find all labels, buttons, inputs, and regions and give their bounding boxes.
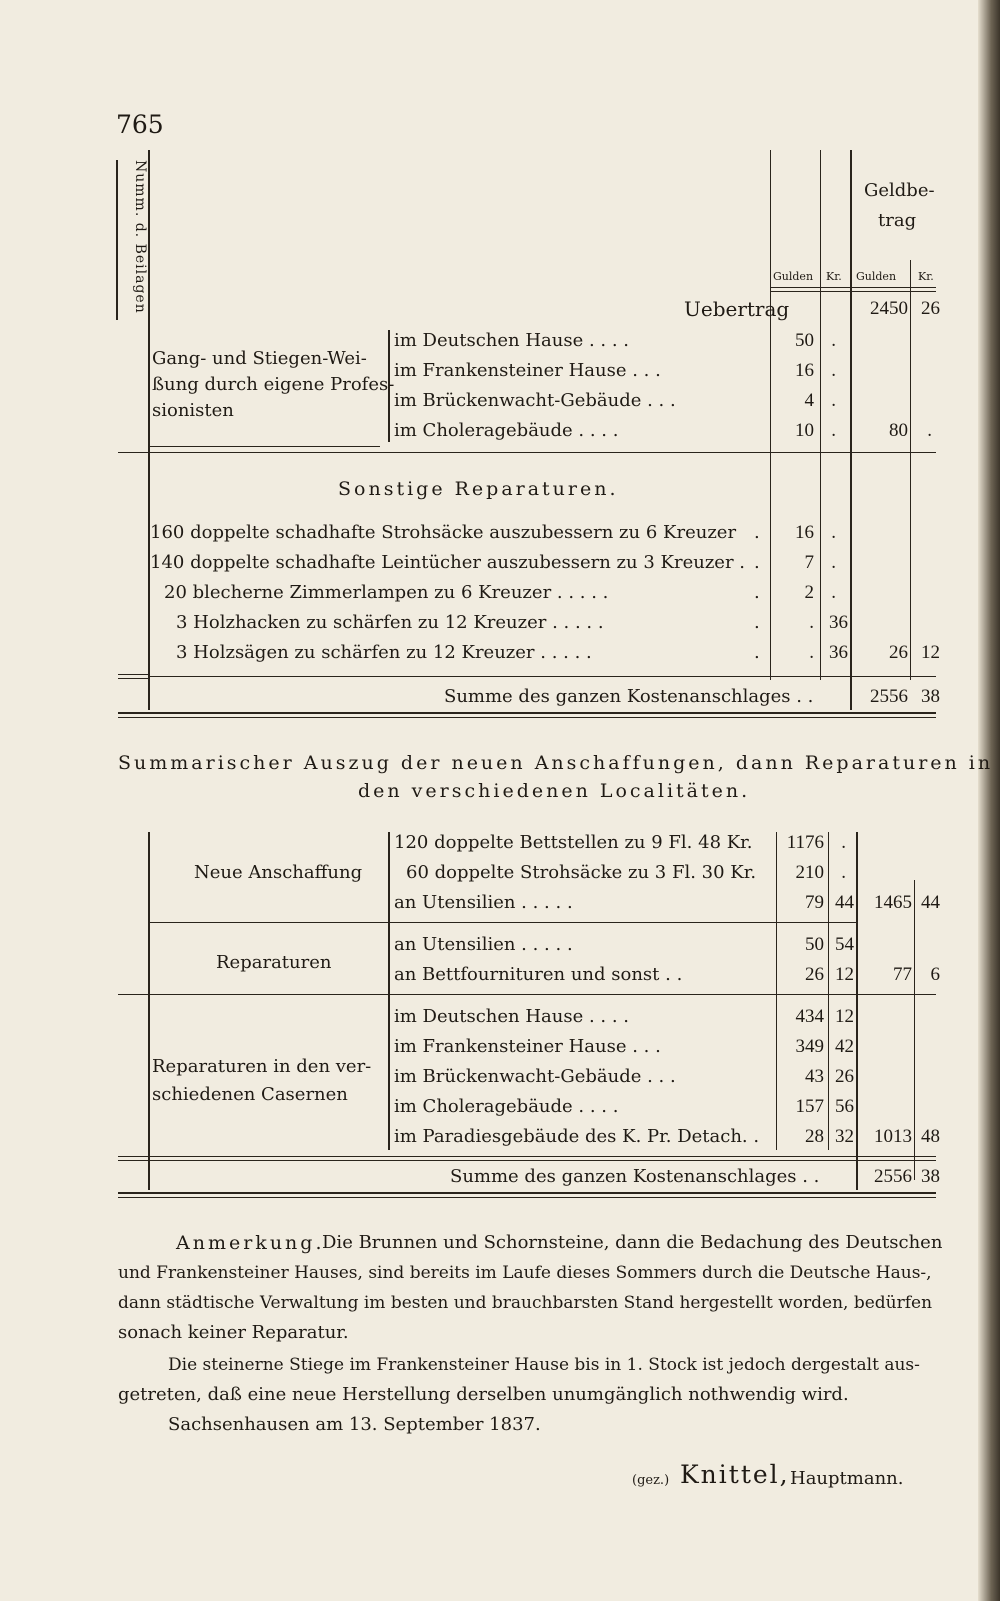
row-rule — [150, 446, 380, 447]
section-title: Sonstige Reparaturen. — [338, 478, 619, 500]
row-rule — [150, 994, 936, 995]
new-row-label: an Utensilien . . . . . — [394, 892, 573, 913]
rep-row-kr: 54 — [835, 934, 854, 955]
group1-row-gulden: 4 — [804, 390, 814, 411]
group1-row-label: im Choleragebäude . . . . — [394, 420, 619, 441]
repair-row-gulden: . — [809, 612, 814, 633]
note-line: getreten, daß eine neue Herstellung derselben unumgänglich nothwendig wird. — [118, 1384, 849, 1405]
rep-row-gulden: 26 — [805, 964, 824, 985]
repair-row-label: 160 doppelte schadhafte Strohsäcke auszubessern zu 6 Kreuzer — [150, 522, 737, 543]
row-rule — [150, 676, 936, 677]
header-geldbetrag: trag — [878, 210, 917, 231]
repair-row-dot: . — [754, 642, 760, 663]
cas-row-kr: 26 — [835, 1066, 854, 1087]
cas-row-gulden: 157 — [795, 1096, 824, 1117]
group1-row-label: im Brückenwacht-Gebäude . . . — [394, 390, 676, 411]
table1-bottom-rule — [118, 717, 936, 718]
row-rule — [150, 922, 856, 923]
table1-left-border — [148, 150, 150, 710]
repair-row-label: 140 doppelte schadhafte Leintücher auszubessern zu 3 Kreuzer . — [150, 552, 746, 573]
uebertrag-kr: 26 — [921, 298, 940, 319]
note-line: Die Brunnen und Schornsteine, dann die Bedachung des Deutschen — [322, 1232, 943, 1253]
side-label: Numm. d. Beilagen — [116, 160, 148, 320]
cas-row-kr: 12 — [835, 1006, 854, 1027]
cas-row-kr: 56 — [835, 1096, 854, 1117]
repair-row-dot: . — [754, 522, 760, 543]
sum-label: Summe des ganzen Kostenanschlages . . — [450, 1166, 820, 1187]
header-rule — [770, 291, 936, 292]
sum-kr: 38 — [921, 686, 940, 707]
new-row-label: 120 doppelte Bettstellen zu 9 Fl. 48 Kr. — [394, 832, 753, 853]
new-row-label: 60 doppelte Strohsäcke zu 3 Fl. 30 Kr. — [406, 862, 757, 883]
repair-row-gulden: 7 — [804, 552, 814, 573]
repair-row-kr: . — [831, 552, 836, 573]
row-rule — [118, 674, 150, 675]
group1-row-kr: . — [831, 330, 836, 351]
col-line — [820, 150, 821, 680]
new-row-kr: . — [841, 862, 846, 883]
new-row-gulden: 1176 — [786, 832, 824, 853]
repair-row-kr: . — [831, 582, 836, 603]
new-row-kr: 44 — [835, 892, 854, 913]
new-row-kr: . — [841, 832, 846, 853]
rep-row-kr: 12 — [835, 964, 854, 985]
place-date: Sachsenhausen am 13. September 1837. — [168, 1414, 541, 1435]
note-line: sonach keiner Reparatur. — [118, 1322, 349, 1343]
cas-row-label: im Choleragebäude . . . . — [394, 1096, 619, 1117]
cas-row-label: im Brückenwacht-Gebäude . . . — [394, 1066, 676, 1087]
casernen-label: schiedenen Casernen — [152, 1084, 348, 1105]
note-line: dann städtische Verwaltung im besten und brauchbarsten Stand hergestellt worden, bedürfen — [118, 1293, 933, 1313]
signature-prefix: (gez.) — [632, 1473, 670, 1488]
cas-row-gulden: 349 — [795, 1036, 824, 1057]
repair-row-label: 20 blecherne Zimmerlampen zu 6 Kreuzer . . . . . — [164, 582, 609, 603]
row-rule — [118, 1156, 150, 1157]
casernen-label: Reparaturen in den ver- — [152, 1056, 372, 1077]
repair-row-kr: 36 — [829, 642, 848, 663]
col-line — [910, 260, 911, 680]
repairs-label: Reparaturen — [216, 952, 332, 973]
rep-total-kr: 6 — [930, 964, 940, 985]
repairs-total-kr: 12 — [921, 642, 940, 663]
new-total-kr: 44 — [921, 892, 940, 913]
col-header-gulden: Gulden — [856, 270, 897, 283]
group1-row-kr: . — [831, 390, 836, 411]
repairs-total-gulden: 26 — [889, 642, 908, 663]
note-line: und Frankensteiner Hauses, sind bereits im Laufe dieses Sommers durch die Deutsche Haus-, — [118, 1263, 932, 1283]
col-line — [828, 832, 829, 1150]
row-rule — [118, 994, 150, 995]
row-rule — [150, 1156, 936, 1157]
group1-total-kr: . — [927, 420, 932, 441]
header-rule — [770, 287, 936, 288]
cas-row-label: im Deutschen Hause . . . . — [394, 1006, 630, 1027]
new-row-gulden: 210 — [795, 862, 824, 883]
group1-row-label: im Frankensteiner Hause . . . — [394, 360, 661, 381]
new-acquisition-label: Neue Anschaffung — [194, 862, 363, 883]
rep-total-gulden: 77 — [893, 964, 912, 985]
cas-row-kr: 42 — [835, 1036, 854, 1057]
table2-left-border — [148, 832, 150, 1190]
repair-row-kr: . — [831, 522, 836, 543]
repair-row-label: 3 Holzsägen zu schärfen zu 12 Kreuzer . . . . . — [176, 642, 592, 663]
row-rule — [118, 678, 150, 679]
table2-bottom-rule — [118, 1197, 936, 1198]
rep-row-label: an Utensilien . . . . . — [394, 934, 573, 955]
note-line: Die steinerne Stiege im Frankensteiner Hause bis in 1. Stock ist jedoch dergestalt aus- — [168, 1355, 920, 1375]
table1-bottom-rule — [118, 712, 936, 714]
group1-label: Gang- und Stiegen-Wei- — [152, 348, 367, 369]
repair-row-gulden: . — [809, 642, 814, 663]
page-edge — [978, 0, 1000, 1601]
group1-row-gulden: 10 — [795, 420, 814, 441]
uebertrag-label: Uebertrag — [684, 297, 790, 321]
group1-label: sionisten — [152, 400, 234, 421]
new-row-gulden: 79 — [805, 892, 824, 913]
repair-row-dot: . — [754, 552, 760, 573]
signature-name: Knittel, — [680, 1460, 790, 1489]
group1-row-gulden: 50 — [795, 330, 814, 351]
cas-row-gulden: 43 — [805, 1066, 824, 1087]
cas-total-kr: 48 — [921, 1126, 940, 1147]
cas-row-kr: 32 — [835, 1126, 854, 1147]
table2-bottom-rule — [118, 1192, 936, 1194]
uebertrag-gulden: 2450 — [870, 298, 908, 319]
group1-total-gulden: 80 — [889, 420, 908, 441]
new-total-gulden: 1465 — [874, 892, 912, 913]
group1-row-kr: . — [831, 360, 836, 381]
col-header-gulden: Gulden — [773, 270, 814, 283]
group1-row-kr: . — [831, 420, 836, 441]
summary-title: Summarischer Auszug der neuen Anschaffungen, dann Reparaturen in — [118, 752, 994, 774]
repair-row-dot: . — [754, 582, 760, 603]
repair-row-kr: 36 — [829, 612, 848, 633]
sum-gulden: 2556 — [870, 686, 908, 707]
signature-title: Hauptmann. — [790, 1468, 904, 1489]
cas-row-label: im Frankensteiner Hause . . . — [394, 1036, 661, 1057]
note-heading: Anmerkung. — [176, 1232, 325, 1254]
sum-kr: 38 — [921, 1166, 940, 1187]
summary-title: den verschiedenen Localitäten. — [358, 780, 751, 802]
group1-row-label: im Deutschen Hause . . . . — [394, 330, 630, 351]
row-rule — [118, 452, 150, 453]
sum-gulden: 2556 — [874, 1166, 912, 1187]
group1-label: ßung durch eigene Profes- — [152, 374, 395, 395]
col-header-kr: Kr. — [918, 270, 934, 283]
repair-row-gulden: 2 — [804, 582, 814, 603]
header-geldbetrag: Geldbe- — [864, 180, 935, 201]
cas-row-gulden: 434 — [795, 1006, 824, 1027]
repair-row-dot: . — [754, 612, 760, 633]
cas-row-label: im Paradiesgebäude des K. Pr. Detach. . — [394, 1126, 760, 1147]
row-rule — [118, 1160, 150, 1161]
rep-row-gulden: 50 — [805, 934, 824, 955]
col-line — [388, 832, 390, 1150]
cas-row-gulden: 28 — [805, 1126, 824, 1147]
repair-row-gulden: 16 — [795, 522, 814, 543]
page-number: 765 — [116, 110, 164, 139]
rep-row-label: an Bettfournituren und sonst . . — [394, 964, 683, 985]
sum-label: Summe des ganzen Kostenanschlages . . — [444, 686, 814, 707]
cas-total-gulden: 1013 — [874, 1126, 912, 1147]
row-rule — [150, 452, 936, 453]
group1-row-gulden: 16 — [795, 360, 814, 381]
repair-row-label: 3 Holzhacken zu schärfen zu 12 Kreuzer . . . . . — [176, 612, 604, 633]
col-header-kr: Kr. — [826, 270, 842, 283]
col-line — [914, 880, 915, 1180]
row-rule — [150, 1160, 936, 1161]
